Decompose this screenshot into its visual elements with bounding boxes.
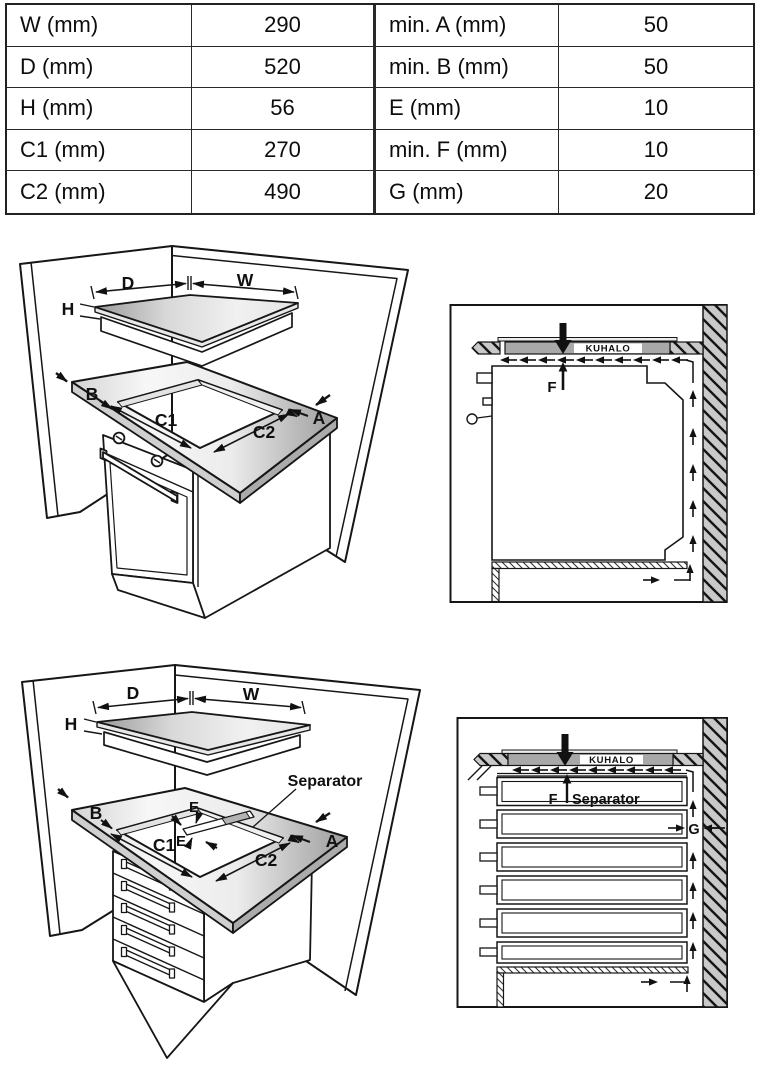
label-a: A — [325, 831, 339, 851]
label-e: E — [175, 833, 187, 850]
section-diagram-oven — [448, 298, 732, 608]
spec-value: 290 — [192, 5, 376, 47]
spec-value: 20 — [643, 179, 669, 205]
wall-hatch — [703, 305, 727, 602]
label-f: F — [547, 379, 557, 396]
spec-label: C1 (mm) — [7, 130, 192, 172]
base-shelf — [497, 967, 688, 973]
spec-value: 56 — [192, 88, 376, 130]
label-h: H — [64, 714, 78, 734]
spec-value: 270 — [192, 130, 376, 172]
spec-label: G (mm) — [376, 171, 559, 213]
hob-label: KUHALO — [585, 343, 631, 355]
spec-label: H (mm) — [7, 88, 192, 130]
label-d: D — [121, 273, 135, 293]
spec-label: min. A (mm) — [376, 5, 559, 47]
wall-hatch — [703, 718, 727, 1007]
label-w: W — [242, 684, 260, 704]
label-c2: C2 — [252, 422, 276, 442]
spec-value: 520 — [192, 47, 376, 89]
label-w: W — [236, 270, 254, 290]
spec-value: 490 — [192, 171, 376, 213]
iso-diagram-oven — [0, 240, 430, 630]
spec-label: min. F (mm) — [376, 130, 559, 172]
spec-value: 10 — [559, 88, 753, 130]
plinth — [492, 569, 499, 602]
label-b: B — [85, 384, 99, 404]
label-b: B — [89, 803, 103, 823]
spec-label: min. B (mm) — [376, 47, 559, 89]
dimensions-table — [5, 3, 755, 215]
label-c1: C1 — [154, 410, 178, 430]
label-g: G — [688, 822, 700, 838]
label-c2: C2 — [254, 850, 278, 870]
spec-label: C2 (mm) — [7, 171, 192, 213]
label-h: H — [61, 299, 75, 319]
spec-label: D (mm) — [7, 47, 192, 89]
base-shelf — [492, 562, 687, 569]
spec-value: 10 — [559, 130, 753, 172]
label-e: E — [188, 799, 200, 816]
spec-value: 50 — [559, 47, 753, 89]
label-f: F — [548, 792, 558, 808]
spec-label: W (mm) — [7, 5, 192, 47]
label-c1: C1 — [152, 835, 176, 855]
spec-label: E (mm) — [376, 88, 559, 130]
section-diagram-drawers — [448, 712, 732, 1012]
oven-body-outline — [467, 366, 683, 560]
label-separator: Separator — [572, 792, 640, 808]
label-d: D — [126, 683, 140, 703]
iso-diagram-drawers — [0, 650, 440, 1067]
spec-value: 50 — [559, 5, 753, 47]
label-separator: Separator — [287, 773, 363, 790]
hob-label: KUHALO — [589, 754, 634, 766]
plinth — [497, 973, 504, 1007]
label-a: A — [312, 408, 326, 428]
